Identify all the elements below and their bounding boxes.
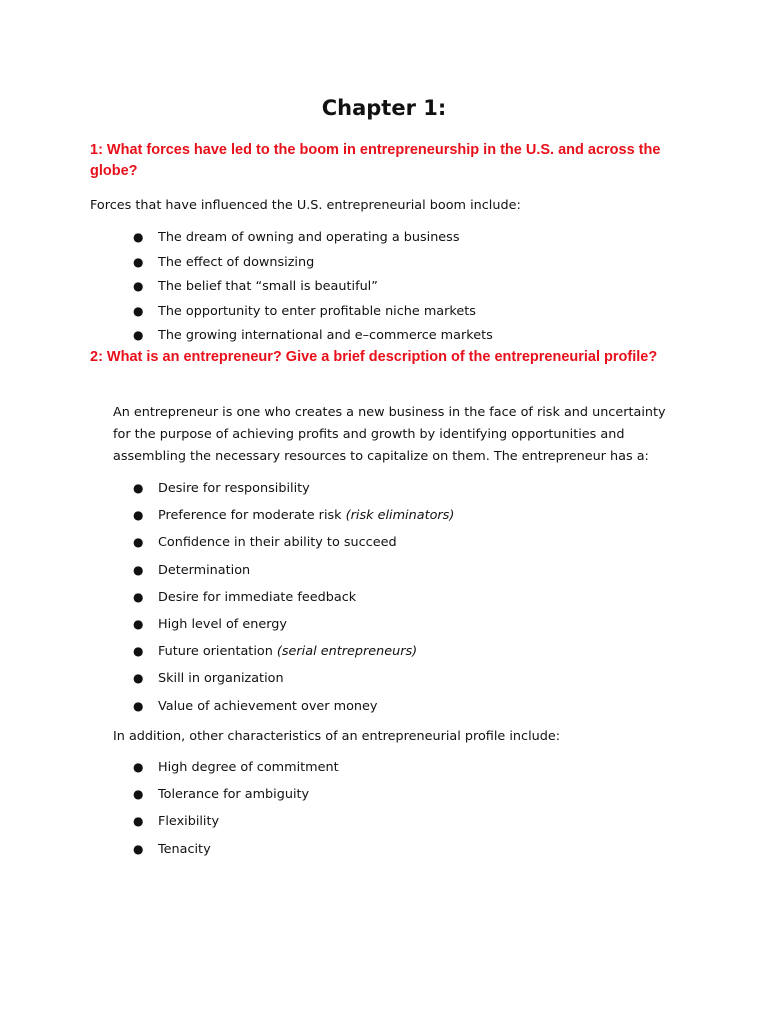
list-item: ● Tenacity [133,841,211,857]
bullet-icon: ● [133,814,144,829]
bullet-icon: ● [133,760,144,774]
list-item: ● High degree of commitment [133,760,339,775]
list-item: ● Confidence in their ability to succeed [133,535,397,551]
list-item: ● The opportunity to enter profitable niche markets [133,303,476,319]
bullet-icon: ● [133,230,144,244]
entrepreneur-definition: An entrepreneur is one who creates a new business in the face of risk and uncertainty for the purpose of achieving profits and growth by identifying opportunities and assembling the necessary resources to capitalize on them. The entrepreneur has a: [113,405,666,464]
list-item: ● Determination [133,562,251,578]
additional-characteristics-intro: In addition, other characteristics of an entrepreneurial profile include: [113,729,561,744]
bullet-icon: ● [133,841,144,856]
list-item: ● The dream of owning and operating a business [133,230,460,245]
list-item: ● Value of achievement over money [133,698,378,714]
list-item: ● The effect of downsizing [133,254,315,270]
bullet-icon: ● [133,562,144,577]
list-item: ● Tolerance for ambiguity [133,787,310,803]
question-1-heading: 1: What forces have led to the boom in entrepreneurship in the U.S. and across the globe? [90,142,661,179]
bullet-icon: ● [133,698,144,713]
list-item: ● Skill in organization [133,671,284,687]
question-2-heading: 2: What is an entrepreneur? Give a brief description of the entrepreneurial profile? [90,349,658,365]
list-item: ● Desire for responsibility [133,481,310,496]
page-title: Chapter 1: [321,96,447,120]
list-item: ● Preference for moderate risk (risk eliminators) [133,508,455,524]
list-item: ● High level of energy [133,616,287,632]
list-item: ● Flexibility [133,814,220,830]
question-1-intro: Forces that have influenced the U.S. entrepreneurial boom include: [90,198,521,213]
bullet-icon: ● [133,589,144,604]
bullet-icon: ● [133,616,144,631]
bullet-icon: ● [133,279,144,293]
forces-list [0,230,493,348]
list-item: ● The belief that “small is beautiful” [133,279,378,294]
list-item: ● Future orientation (serial entrepreneurs) [133,644,418,660]
bullet-icon: ● [133,303,144,318]
entrepreneur-traits-list [0,481,454,726]
bullet-icon: ● [133,787,144,802]
bullet-icon: ● [133,254,144,269]
list-item: ● The growing international and e–commerce markets [133,328,493,343]
additional-characteristics-list [0,760,339,869]
bullet-icon: ● [133,481,144,495]
bullet-icon: ● [133,644,144,659]
bullet-icon: ● [133,328,144,342]
bullet-icon: ● [133,671,144,686]
bullet-icon: ● [133,508,144,523]
list-item: ● Desire for immediate feedback [133,589,357,605]
bullet-icon: ● [133,535,144,550]
